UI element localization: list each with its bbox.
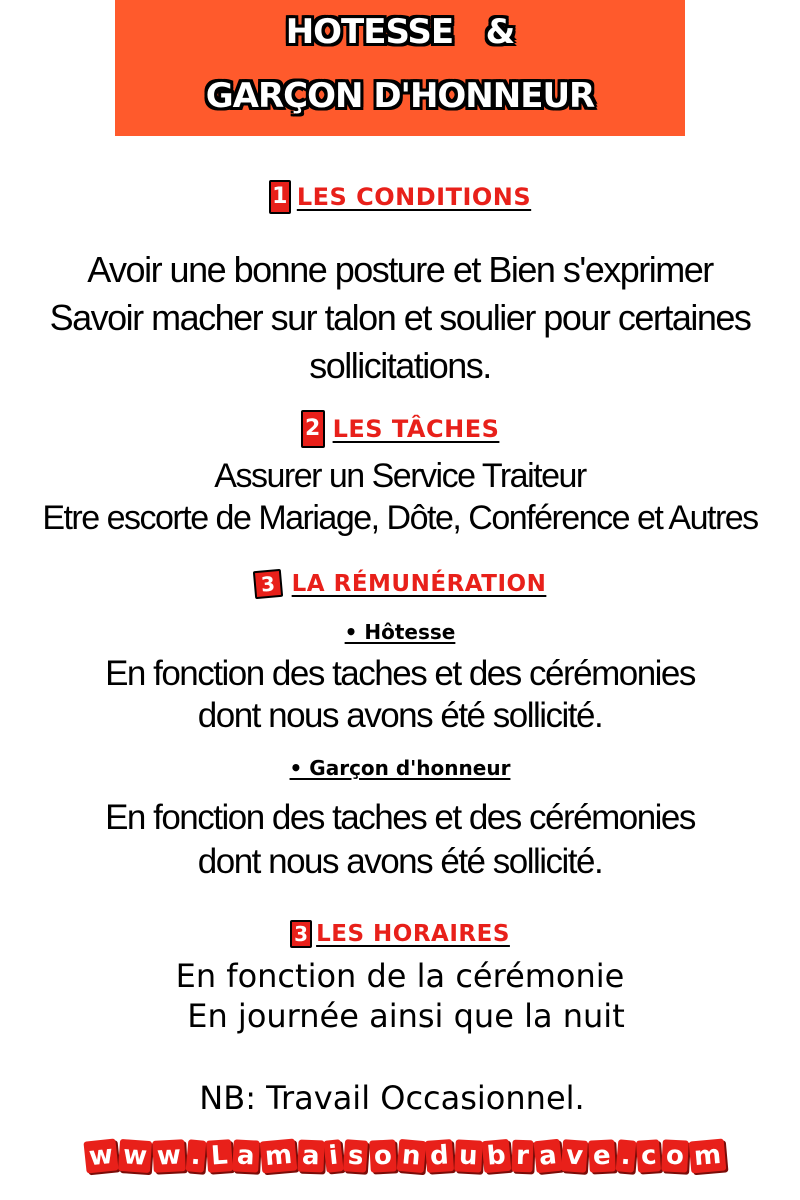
footer-letter-tile: r [511, 1140, 533, 1173]
taches-line-2: Etre escorte de Mariage, Dôte, Conférence et Autres [42, 499, 758, 537]
title-banner [115, 0, 685, 136]
section-title: LES TÂCHES [332, 415, 500, 443]
footer-letter-tile: b [482, 1139, 511, 1173]
section-title: LES CONDITIONS [296, 183, 532, 211]
footer-letter-tile: a [533, 1139, 562, 1173]
section-heading-remuneration [0, 570, 800, 598]
note-text: NB: Travail Occasionnel. [199, 1079, 585, 1117]
footer-letter-tile: . [185, 1139, 206, 1172]
footer-letter-tile: d [425, 1139, 454, 1173]
footer-letter-tile: a [297, 1140, 324, 1173]
footer-letter-tile: w [118, 1139, 152, 1173]
footer-letter-tile: m [689, 1139, 727, 1174]
subheading-garcon: • Garçon d'honneur [289, 756, 511, 780]
footer-letter-tile: n [396, 1139, 425, 1173]
footer-letter-tile: s [343, 1139, 369, 1173]
section-title: LA RÉMUNÉRATION [291, 571, 547, 597]
section-heading-conditions [0, 180, 800, 214]
section-number-badge: 3 [290, 920, 312, 948]
section-heading-horaires [0, 920, 800, 948]
conditions-line-3: sollicitations. [309, 345, 491, 386]
horaires-line-1: En fonction de la cérémonie [175, 957, 625, 995]
section-number-badge: 1 [269, 180, 291, 214]
banner-title-line2: GARÇON D'HONNEUR [205, 76, 595, 116]
hotesse-line-1: En fonction des taches et des cérémonies [105, 654, 695, 693]
hotesse-line-2: dont nous avons été sollicité. [197, 696, 603, 735]
footer-letter-tile: c [636, 1139, 662, 1173]
footer-letter-tile: . [616, 1139, 637, 1172]
footer-letter-tile: w [152, 1139, 186, 1173]
footer-letter-tile: u [454, 1139, 482, 1172]
footer-letter-tile: w [83, 1138, 118, 1173]
section-title: LES HORAIRES [316, 921, 510, 947]
footer-letter-tile: i [324, 1139, 344, 1173]
footer-letter-tile: o [661, 1139, 689, 1172]
conditions-line-1: Avoir une bonne posture et Bien s'exprimer [87, 249, 713, 290]
garcon-line-1: En fonction des taches et des cérémonies [105, 798, 695, 837]
footer-letter-tile: m [260, 1139, 298, 1174]
footer-letter-tile: v [561, 1139, 588, 1173]
footer-letter-tile: L [206, 1139, 233, 1173]
taches-line-1: Assurer un Service Traiteur [214, 457, 586, 495]
banner-title-line1: HOTESSE & [285, 12, 515, 52]
footer-letter-tile: a [232, 1139, 259, 1172]
conditions-line-2: Savoir macher sur talon et soulier pour certaines [49, 297, 751, 338]
footer-letter-tile: e [589, 1139, 616, 1172]
footer-letter-tile: o [369, 1139, 397, 1172]
website-url-footer [50, 1140, 760, 1192]
horaires-line-2: En journée ainsi que la nuit [187, 997, 625, 1035]
section-number-badge: 2 [301, 410, 325, 448]
section-heading-taches [0, 410, 800, 448]
subheading-hotesse: • Hôtesse [344, 620, 456, 644]
garcon-line-2: dont nous avons été sollicité. [197, 842, 603, 881]
section-number-badge: 3 [252, 569, 282, 599]
